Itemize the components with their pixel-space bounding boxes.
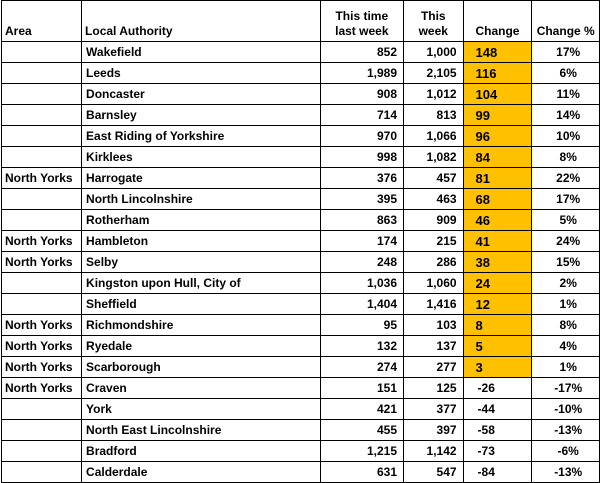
local-authority-cell: Ryedale xyxy=(82,336,321,357)
last-week-value-cell: 395 xyxy=(320,189,403,210)
header-change: Change xyxy=(463,1,532,42)
table-row xyxy=(2,42,600,63)
change-cell: -26 xyxy=(463,378,532,399)
local-authority-cell: North Lincolnshire xyxy=(82,189,321,210)
change-percent-cell: 1% xyxy=(532,357,600,378)
change-percent-cell: -13% xyxy=(532,462,600,483)
last-week-value-cell: 631 xyxy=(320,462,403,483)
table-row xyxy=(2,462,600,483)
change-cell: 24 xyxy=(463,273,532,294)
local-authority-change-table xyxy=(1,0,600,483)
change-percent-cell: 17% xyxy=(532,189,600,210)
this-week-value-cell: 215 xyxy=(404,231,464,252)
last-week-value-cell: 151 xyxy=(320,378,403,399)
area-cell xyxy=(2,462,82,483)
this-week-value-cell: 547 xyxy=(404,462,464,483)
header-row xyxy=(2,1,600,42)
table-row xyxy=(2,105,600,126)
this-week-value-cell: 1,012 xyxy=(404,84,464,105)
this-week-value-cell: 286 xyxy=(404,252,464,273)
data-table-container xyxy=(1,0,600,483)
change-cell: 148 xyxy=(463,42,532,63)
this-week-value-cell: 813 xyxy=(404,105,464,126)
table-row xyxy=(2,378,600,399)
change-cell: 5 xyxy=(463,336,532,357)
local-authority-cell: Kingston upon Hull, City of xyxy=(82,273,321,294)
change-cell: 104 xyxy=(463,84,532,105)
this-week-value-cell: 2,105 xyxy=(404,63,464,84)
change-percent-cell: 24% xyxy=(532,231,600,252)
table-row xyxy=(2,294,600,315)
change-percent-cell: 1% xyxy=(532,294,600,315)
table-body xyxy=(2,42,600,483)
change-cell: 38 xyxy=(463,252,532,273)
local-authority-cell: Scarborough xyxy=(82,357,321,378)
this-week-value-cell: 397 xyxy=(404,420,464,441)
table-row xyxy=(2,336,600,357)
last-week-value-cell: 998 xyxy=(320,147,403,168)
last-week-value-cell: 1,215 xyxy=(320,441,403,462)
change-cell: 116 xyxy=(463,63,532,84)
change-cell: -58 xyxy=(463,420,532,441)
local-authority-cell: Wakefield xyxy=(82,42,321,63)
change-percent-cell: 22% xyxy=(532,168,600,189)
change-percent-cell: 4% xyxy=(532,336,600,357)
change-cell: 96 xyxy=(463,126,532,147)
local-authority-cell: Doncaster xyxy=(82,84,321,105)
change-cell: 12 xyxy=(463,294,532,315)
last-week-value-cell: 970 xyxy=(320,126,403,147)
last-week-value-cell: 174 xyxy=(320,231,403,252)
change-percent-cell: -10% xyxy=(532,399,600,420)
change-cell: 99 xyxy=(463,105,532,126)
change-cell: 68 xyxy=(463,189,532,210)
last-week-value-cell: 1,404 xyxy=(320,294,403,315)
local-authority-cell: Sheffield xyxy=(82,294,321,315)
change-cell: -44 xyxy=(463,399,532,420)
header-change-percent: Change % xyxy=(532,1,600,42)
last-week-value-cell: 455 xyxy=(320,420,403,441)
change-cell: 8 xyxy=(463,315,532,336)
header-this-week: This week xyxy=(404,1,464,42)
this-week-value-cell: 1,060 xyxy=(404,273,464,294)
this-week-value-cell: 125 xyxy=(404,378,464,399)
table-row xyxy=(2,399,600,420)
area-cell xyxy=(2,399,82,420)
area-cell xyxy=(2,63,82,84)
change-percent-cell: 15% xyxy=(532,252,600,273)
change-cell: 41 xyxy=(463,231,532,252)
area-cell xyxy=(2,294,82,315)
local-authority-cell: Barnsley xyxy=(82,105,321,126)
table-row xyxy=(2,231,600,252)
last-week-value-cell: 1,036 xyxy=(320,273,403,294)
change-percent-cell: 2% xyxy=(532,273,600,294)
this-week-value-cell: 1,142 xyxy=(404,441,464,462)
area-cell: North Yorks xyxy=(2,336,82,357)
table-row xyxy=(2,84,600,105)
this-week-value-cell: 1,066 xyxy=(404,126,464,147)
area-cell: North Yorks xyxy=(2,168,82,189)
area-cell: North Yorks xyxy=(2,378,82,399)
this-week-value-cell: 909 xyxy=(404,210,464,231)
change-cell: 84 xyxy=(463,147,532,168)
table-row xyxy=(2,441,600,462)
local-authority-cell: Kirklees xyxy=(82,147,321,168)
last-week-value-cell: 248 xyxy=(320,252,403,273)
change-percent-cell: -17% xyxy=(532,378,600,399)
change-percent-cell: 6% xyxy=(532,63,600,84)
local-authority-cell: Rotherham xyxy=(82,210,321,231)
last-week-value-cell: 852 xyxy=(320,42,403,63)
local-authority-cell: North East Lincolnshire xyxy=(82,420,321,441)
table-row xyxy=(2,210,600,231)
change-percent-cell: 5% xyxy=(532,210,600,231)
area-cell: North Yorks xyxy=(2,231,82,252)
local-authority-cell: Calderdale xyxy=(82,462,321,483)
last-week-value-cell: 863 xyxy=(320,210,403,231)
table-row xyxy=(2,63,600,84)
area-cell xyxy=(2,42,82,63)
last-week-value-cell: 1,989 xyxy=(320,63,403,84)
change-percent-cell: 14% xyxy=(532,105,600,126)
this-week-value-cell: 1,000 xyxy=(404,42,464,63)
local-authority-cell: Richmondshire xyxy=(82,315,321,336)
area-cell xyxy=(2,105,82,126)
local-authority-cell: Hambleton xyxy=(82,231,321,252)
last-week-value-cell: 908 xyxy=(320,84,403,105)
change-cell: -84 xyxy=(463,462,532,483)
change-cell: 46 xyxy=(463,210,532,231)
this-week-value-cell: 377 xyxy=(404,399,464,420)
last-week-value-cell: 421 xyxy=(320,399,403,420)
change-percent-cell: 11% xyxy=(532,84,600,105)
last-week-value-cell: 132 xyxy=(320,336,403,357)
area-cell xyxy=(2,189,82,210)
local-authority-cell: Bradford xyxy=(82,441,321,462)
change-percent-cell: 10% xyxy=(532,126,600,147)
area-cell xyxy=(2,126,82,147)
header-this-time-last-week: This time last week xyxy=(320,1,403,42)
this-week-value-cell: 137 xyxy=(404,336,464,357)
local-authority-cell: York xyxy=(82,399,321,420)
table-row xyxy=(2,189,600,210)
local-authority-cell: Harrogate xyxy=(82,168,321,189)
last-week-value-cell: 714 xyxy=(320,105,403,126)
table-row xyxy=(2,252,600,273)
this-week-value-cell: 457 xyxy=(404,168,464,189)
table-row xyxy=(2,357,600,378)
area-cell xyxy=(2,273,82,294)
area-cell xyxy=(2,441,82,462)
change-percent-cell: 17% xyxy=(532,42,600,63)
change-percent-cell: 8% xyxy=(532,147,600,168)
last-week-value-cell: 274 xyxy=(320,357,403,378)
area-cell: North Yorks xyxy=(2,357,82,378)
change-cell: -73 xyxy=(463,441,532,462)
this-week-value-cell: 103 xyxy=(404,315,464,336)
change-percent-cell: -13% xyxy=(532,420,600,441)
change-cell: 81 xyxy=(463,168,532,189)
this-week-value-cell: 1,082 xyxy=(404,147,464,168)
local-authority-cell: Selby xyxy=(82,252,321,273)
table-row xyxy=(2,315,600,336)
change-percent-cell: -6% xyxy=(532,441,600,462)
local-authority-cell: East Riding of Yorkshire xyxy=(82,126,321,147)
area-cell xyxy=(2,84,82,105)
change-cell: 3 xyxy=(463,357,532,378)
last-week-value-cell: 376 xyxy=(320,168,403,189)
header-area: Area xyxy=(2,1,82,42)
area-cell xyxy=(2,147,82,168)
area-cell: North Yorks xyxy=(2,252,82,273)
table-row xyxy=(2,126,600,147)
table-row xyxy=(2,273,600,294)
this-week-value-cell: 463 xyxy=(404,189,464,210)
local-authority-cell: Leeds xyxy=(82,63,321,84)
change-percent-cell: 8% xyxy=(532,315,600,336)
this-week-value-cell: 277 xyxy=(404,357,464,378)
area-cell: North Yorks xyxy=(2,315,82,336)
local-authority-cell: Craven xyxy=(82,378,321,399)
table-row xyxy=(2,168,600,189)
last-week-value-cell: 95 xyxy=(320,315,403,336)
table-row xyxy=(2,420,600,441)
header-local-authority: Local Authority xyxy=(82,1,321,42)
table-row xyxy=(2,147,600,168)
area-cell xyxy=(2,210,82,231)
this-week-value-cell: 1,416 xyxy=(404,294,464,315)
area-cell xyxy=(2,420,82,441)
